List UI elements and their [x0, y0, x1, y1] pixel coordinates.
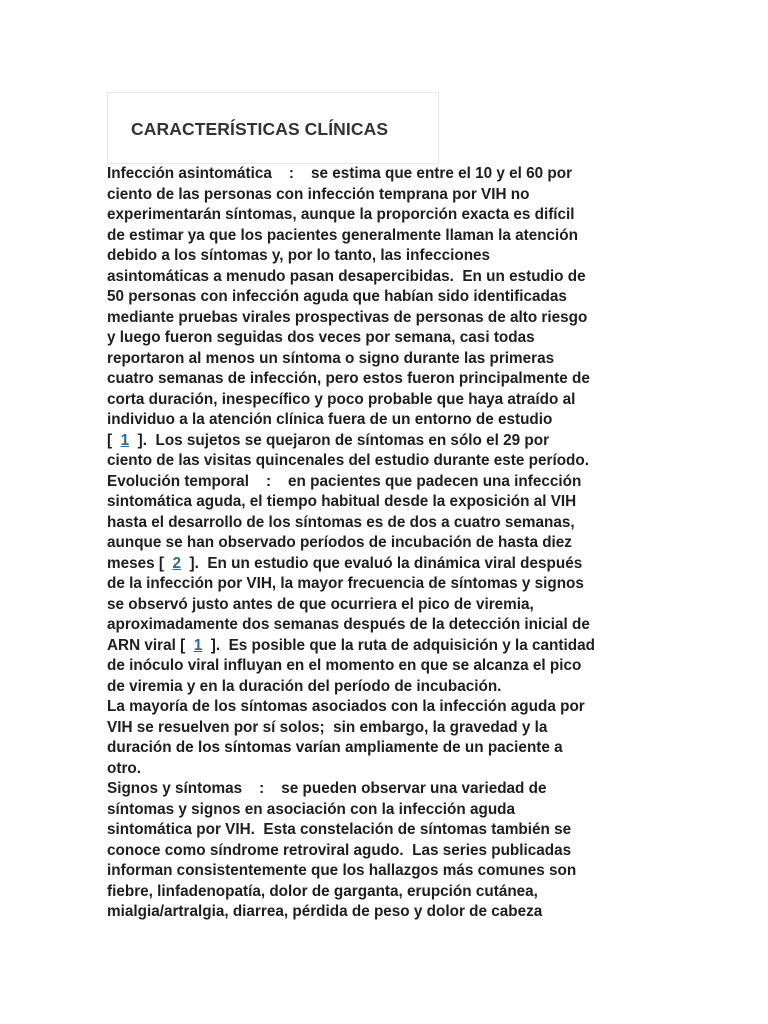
- text-line: [107, 246, 667, 267]
- text-segment: duración de los síntomas varían ampliamente de un paciente a: [107, 739, 563, 756]
- text-segment: sintomática por VIH. Esta constelación de síntomas también se: [107, 821, 572, 838]
- text-segment: experimentarán síntomas, aunque la proporción exacta es difícil: [107, 206, 575, 223]
- text-line: [107, 205, 667, 226]
- text-segment: Infección asintomática : se estima que entre el 10 y el 60 por: [107, 165, 573, 182]
- text-segment: fiebre, linfadenopatía, dolor de garganta, erupción cutánea,: [107, 882, 538, 900]
- text-line: [107, 349, 667, 370]
- text-line: [107, 861, 667, 882]
- text-segment: aproximadamente dos semanas después de la detección inicial de: [107, 616, 590, 633]
- text-segment: debido a los síntomas y, por lo tanto, las infecciones: [107, 247, 491, 264]
- text-line: [107, 697, 667, 718]
- text-segment: [: [107, 431, 121, 449]
- text-line: [107, 328, 667, 349]
- text-segment: Signos y síntomas : se pueden observar una variedad de: [107, 780, 547, 797]
- text-line: [107, 595, 667, 616]
- text-line: [107, 574, 667, 595]
- text-line: [107, 636, 667, 657]
- text-segment: informan consistentemente que los hallazgos más comunes son: [107, 862, 577, 879]
- text-segment: reportaron al menos un síntoma o signo durante las primeras: [107, 349, 555, 367]
- text-segment: otro.: [107, 759, 141, 777]
- text-line: [107, 226, 667, 247]
- text-segment: ]. Es posible que la ruta de adquisición y la cantidad: [202, 636, 595, 654]
- text-line: [107, 677, 667, 698]
- text-segment: meses [: [107, 554, 173, 572]
- text-line: [107, 451, 667, 472]
- text-line: [107, 492, 667, 513]
- reference-link[interactable]: 1: [193, 636, 203, 654]
- text-segment: y luego fueron seguidas dos veces por semana, casi todas: [107, 329, 535, 346]
- text-segment: cuatro semanas de infección, pero estos fueron principalmente de: [107, 370, 590, 387]
- text-line: [107, 472, 667, 493]
- text-segment: ]. En un estudio que evaluó la dinámica viral después: [181, 554, 583, 572]
- text-line: [107, 287, 667, 308]
- text-segment: aunque se han observado períodos de incubación de hasta diez: [107, 534, 572, 551]
- text-line: [107, 308, 667, 329]
- reference-link[interactable]: 1: [120, 431, 130, 449]
- text-segment: mialgia/artralgia, diarrea, pérdida de peso y dolor de cabeza: [107, 903, 543, 920]
- text-segment: hasta el desarrollo de los síntomas es de dos a cuatro semanas,: [107, 513, 575, 531]
- text-segment: de estimar ya que los pacientes generalmente llaman la atención: [107, 226, 578, 244]
- text-line: [107, 800, 667, 821]
- text-line: [107, 267, 667, 288]
- text-segment: La mayoría de los síntomas asociados con la infección aguda por: [107, 698, 585, 715]
- text-line: [107, 410, 667, 431]
- text-segment: 50 personas con infección aguda que habían sido identificadas: [107, 288, 567, 305]
- text-line: [107, 718, 667, 739]
- text-line: [107, 902, 667, 923]
- heading-box: [107, 92, 439, 164]
- text-line: [107, 779, 667, 800]
- text-segment: sintomática aguda, el tiempo habitual desde la exposición al VIH: [107, 493, 577, 510]
- text-segment: de la infección por VIH, la mayor frecuencia de síntomas y signos: [107, 575, 584, 592]
- text-segment: conoce como síndrome retroviral agudo. Las series publicadas: [107, 841, 572, 859]
- text-segment: VIH se resuelven por sí solos; sin embargo, la gravedad y la: [107, 718, 548, 736]
- text-line: [107, 882, 667, 903]
- text-segment: asintomáticas a menudo pasan desapercibidas. En un estudio de: [107, 267, 586, 285]
- text-segment: ciento de las visitas quincenales del estudio durante este período.: [107, 452, 589, 469]
- text-segment: síntomas y signos en asociación con la infección aguda: [107, 800, 516, 818]
- text-line: [107, 164, 667, 185]
- text-line: [107, 615, 667, 636]
- text-line: [107, 513, 667, 534]
- text-line: [107, 841, 667, 862]
- text-line: [107, 554, 667, 575]
- text-segment: individuo a la atención clínica fuera de un entorno de estudio: [107, 411, 553, 428]
- text-segment: corta duración, inespecífico y poco probable que haya atraído al: [107, 390, 576, 408]
- text-line: [107, 759, 667, 780]
- text-segment: ]. Los sujetos se quejaron de síntomas en sólo el 29 por: [129, 431, 550, 449]
- text-line: [107, 533, 667, 554]
- text-segment: mediante pruebas virales prospectivas de personas de alto riesgo: [107, 308, 588, 326]
- text-line: [107, 820, 667, 841]
- text-segment: ARN viral [: [107, 636, 194, 654]
- text-segment: de viremia y en la duración del período de incubación.: [107, 677, 502, 695]
- text-line: [107, 656, 667, 677]
- text-line: [107, 369, 667, 390]
- text-segment: se observó justo antes de que ocurriera el pico de viremia,: [107, 595, 534, 613]
- text-line: [107, 185, 667, 206]
- text-line: [107, 431, 667, 452]
- text-segment: de inóculo viral influyan en el momento en que se alcanza el pico: [107, 657, 582, 674]
- reference-link[interactable]: 2: [172, 554, 181, 572]
- article-body: [107, 164, 667, 923]
- text-segment: Evolución temporal : en pacientes que padecen una infección: [107, 472, 582, 490]
- page-title: CARACTERÍSTICAS CLÍNICAS: [131, 119, 389, 139]
- text-line: [107, 738, 667, 759]
- text-line: [107, 390, 667, 411]
- text-segment: ciento de las personas con infección temprana por VIH no: [107, 185, 530, 203]
